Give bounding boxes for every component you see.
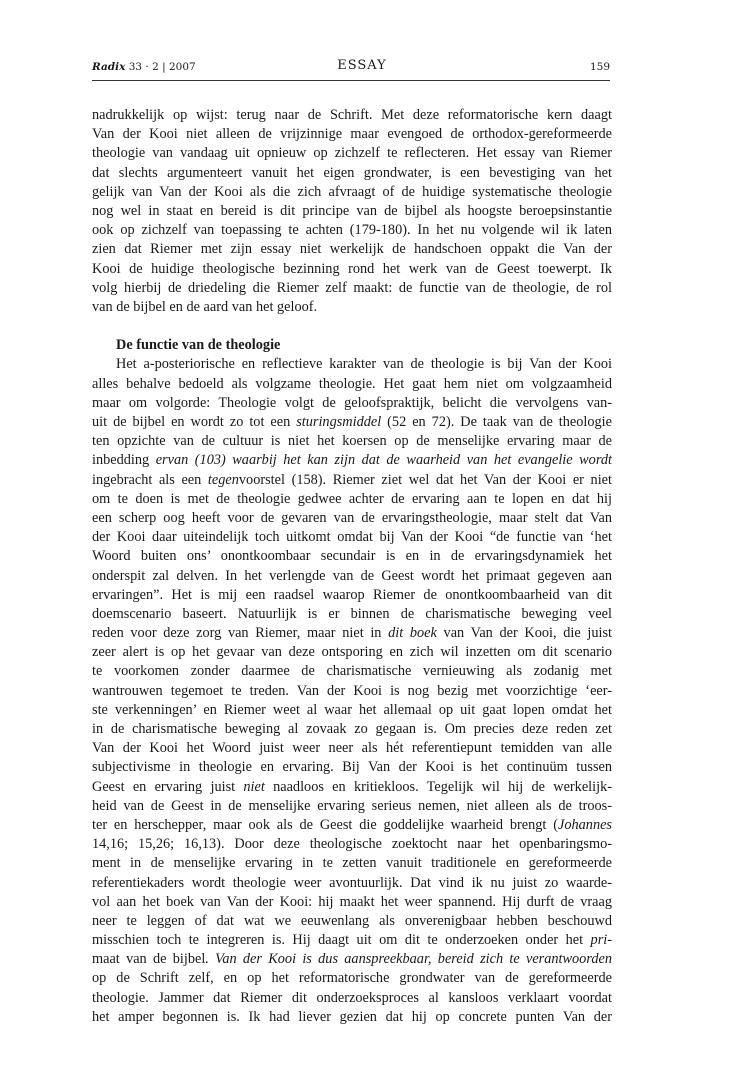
text-segment: naadloos en kritiekloos. Tegelijk wil hij de werkelijk-	[264, 778, 612, 795]
text-segment: der Kooi daar uiteindelijk toch uitkomt omdat bij Van der Kooi “de functie van ‘het	[92, 529, 612, 546]
emphasis: ervan (103) waarbij het kan zijn dat de waarheid van het evangelie wordt	[149, 452, 612, 469]
text-segment: theologie. Jammer dat Riemer dit onderzoeksproces al kansloos verklaart voordat	[92, 989, 612, 1006]
running-header	[92, 58, 610, 77]
section-paragraph	[92, 355, 612, 1027]
text-line	[92, 451, 612, 470]
text-segment: Het a-posteriorische en reflectieve karakter van de theologie is bij Van der Kooi	[116, 356, 612, 373]
text-segment: om te doen is met de theologie gedwee achter de ervaring aan te lopen en dat hij	[92, 490, 612, 507]
emphasis: . Van der Kooi is dus aanspreekbaar, bereid zich te verantwoorden	[205, 951, 613, 968]
emphasis: tegen	[207, 471, 239, 488]
emphasis: niet	[243, 778, 265, 795]
text-line: volg hierbij de driedeling die Riemer zelf maakt: de functie van de theologie, de rol	[92, 279, 612, 296]
text-line	[92, 586, 612, 605]
text-line: zien dat Riemer met zijn essay niet werkelijk de handschoen oppakt die Van der	[92, 241, 612, 258]
article-body	[92, 106, 612, 1027]
text-segment: Geest en ervaring juist	[92, 778, 244, 795]
text-segment: neer te leggen of dat wat we eeuwenlang als onverenigbaar hebben beschouwd	[92, 912, 612, 929]
text-segment: alles behalve bedoeld als volgzame theologie. Het gaat hem niet om volgzaamheid	[92, 375, 612, 392]
text-line: nog wel in staat en bereid is dit principe van de bijbel als hoogste beroepsinstantie	[92, 202, 612, 219]
text-segment: maat van de bijbel	[92, 951, 206, 968]
text-segment: een scherp oog heeft voor de gevaren van de ervaringstheologie, maar stelt dat Van	[92, 509, 612, 526]
text-line	[92, 624, 612, 643]
text-segment: 14,16; 15,26; 16,13). Door deze theologische zoektocht naar het openbaringsmo-	[92, 836, 612, 853]
emphasis: Johannes	[558, 816, 612, 833]
text-segment: vol aan het boek van Van der Kooi: hij maakt het weer spannend. Hij durft de vraag	[92, 893, 612, 910]
text-line	[92, 432, 612, 451]
text-line	[92, 471, 612, 490]
section-heading: De functie van de theologie	[116, 337, 281, 354]
text-segment: subjectivisme in theologie en ervaring. Bij Van der Kooi is het continuüm tussen	[92, 759, 612, 776]
text-segment: ment in de menselijke ervaring in te zetten vanuit traditionele en gereformeerde	[92, 855, 612, 872]
journal-name: Radix	[92, 61, 126, 73]
text-segment: zeer alert is op het gevaar van deze ontsporing en zich wil inzetten om dit scenario	[92, 644, 612, 661]
text-segment: ten opzichte van de cultuur is niet het koersen op de menselijke ervaring maar de	[92, 433, 612, 450]
text-segment: ervaringen”. Het is mij een raadsel waarop Riemer de onontkoombaarheid van dit	[92, 586, 612, 603]
text-line	[92, 567, 612, 586]
text-segment: uit de bijbel en wordt zo tot een	[92, 414, 297, 430]
text-line	[92, 912, 612, 931]
intro-paragraph	[92, 106, 612, 317]
text-segment: reden voor deze zorg van Riemer, maar niet in	[92, 625, 389, 642]
text-segment: ingebracht als een	[92, 471, 208, 488]
text-line	[92, 662, 612, 681]
text-line: gelijk van Van der Kooi als die zich afvraagt of de huidige systematische theologie	[92, 183, 612, 200]
paragraph-gap	[92, 317, 612, 336]
text-line	[92, 969, 612, 988]
text-segment: te voorkomen zonder daarmee de charismatische vernieuwing als zodanig met	[92, 663, 612, 680]
text-line	[92, 413, 612, 432]
text-line	[92, 605, 612, 624]
text-line	[92, 682, 612, 701]
text-line	[92, 893, 612, 912]
text-line: nadrukkelijk op wijst: terug naar de Schrift. Met deze reformatorische kern daagt	[92, 107, 612, 123]
text-segment: in de charismatische beweging al zovaak zo gegaan is. Om precies deze reden zet	[92, 721, 612, 737]
text-line	[92, 528, 612, 547]
text-segment: op de Schrift zelf, en op het reformatorische grondwater van de gereformeerde	[92, 970, 612, 987]
text-line	[92, 720, 612, 739]
header-rule	[92, 80, 610, 81]
text-line	[92, 643, 612, 662]
emphasis: dit boek	[388, 625, 437, 642]
text-line	[92, 394, 612, 413]
text-line	[92, 816, 612, 835]
text-line	[92, 778, 612, 797]
text-line	[92, 509, 612, 528]
text-line	[92, 355, 612, 374]
issue-info: 33 · 2 | 2007	[128, 61, 196, 73]
text-segment: heid van de Geest in de menselijke ervaring serieus nemen, niet alleen als de troos-	[92, 797, 612, 814]
text-line	[92, 931, 612, 950]
text-segment: referentiekaders wordt theologie weer avontuurlijk. Dat vind ik nu juist zo waarde-	[92, 874, 612, 891]
text-line	[92, 797, 612, 816]
text-segment: voorstel (158). Riemer ziet wel dat het Van der Kooi er niet	[238, 471, 612, 488]
text-segment: maar om volgorde: Theologie volgt de geloofspraktijk, belicht die vervolgens van-	[92, 394, 612, 411]
emphasis: pri-	[590, 932, 612, 949]
text-line	[92, 758, 612, 777]
text-line	[92, 950, 612, 969]
emphasis: sturingsmiddel	[296, 414, 382, 430]
text-segment: het amper begonnen is. Ik had liever gezien dat hij op concrete punten Van der	[92, 1008, 612, 1025]
text-line: theologie van vandaag uit opnieuw op zichzelf te reflecteren. Het essay van Riemer	[92, 145, 612, 162]
text-line	[92, 854, 612, 873]
text-segment: wantrouwen tegemoet te treden. Van der Kooi is nog bezig met voorzichtige ‘eer-	[92, 682, 612, 699]
text-segment: (52 en 72). De taak van de theologie	[381, 414, 612, 430]
text-line	[92, 701, 612, 720]
text-line	[92, 835, 612, 854]
text-segment: misschien toch te integreren is. Hij daagt uit om dit te onderzoeken onder het	[92, 932, 591, 949]
section-label: ESSAY	[337, 58, 387, 73]
text-segment: onderspit zal delven. In het verlengde van de Geest wordt het primaat gegeven aan	[92, 567, 612, 584]
text-segment: Van der Kooi het Woord juist weer neer als hét referentiepunt temidden van alle	[92, 740, 612, 757]
text-line	[92, 490, 612, 509]
text-segment: inbedding	[92, 452, 150, 469]
page-number: 159	[589, 61, 610, 73]
text-line	[92, 739, 612, 758]
text-segment: van Van der Kooi, die juist	[436, 625, 612, 642]
text-line	[92, 989, 612, 1008]
text-line	[92, 874, 612, 893]
text-line	[92, 547, 612, 566]
text-line	[92, 375, 612, 394]
text-segment: doemscenario baseert. Natuurlijk is er binnen de charismatische beweging veel	[92, 605, 612, 622]
text-line: ook op zichzelf van toepassing te achten (179-180). In het nu volgende wil ik laten	[92, 222, 612, 239]
text-segment: ste verkenningen’ en Riemer weet al waar het allemaal op uit gaat lopen omdat het	[92, 701, 612, 718]
text-line: Kooi de huidige theologische bezinning rond het werk van de Geest toewerpt. Ik	[92, 260, 612, 277]
text-line: dat slechts argumenteert vanuit het eigen grondwater, is een bevestiging van het	[92, 164, 612, 181]
text-line	[92, 1008, 612, 1027]
text-segment: ter en herschepper, maar ook als de Geest die goddelijke waarheid brengt (	[92, 816, 558, 833]
text-segment: Woord buiten ons’ onontkoombaar secundair is en in de ervaringsdynamiek het	[92, 548, 612, 565]
text-line: Van der Kooi niet alleen de vrijzinnige maar evengoed de orthodox-gereformeerde	[92, 126, 612, 143]
text-line: van de bijbel en de aard van het geloof.	[92, 298, 318, 315]
